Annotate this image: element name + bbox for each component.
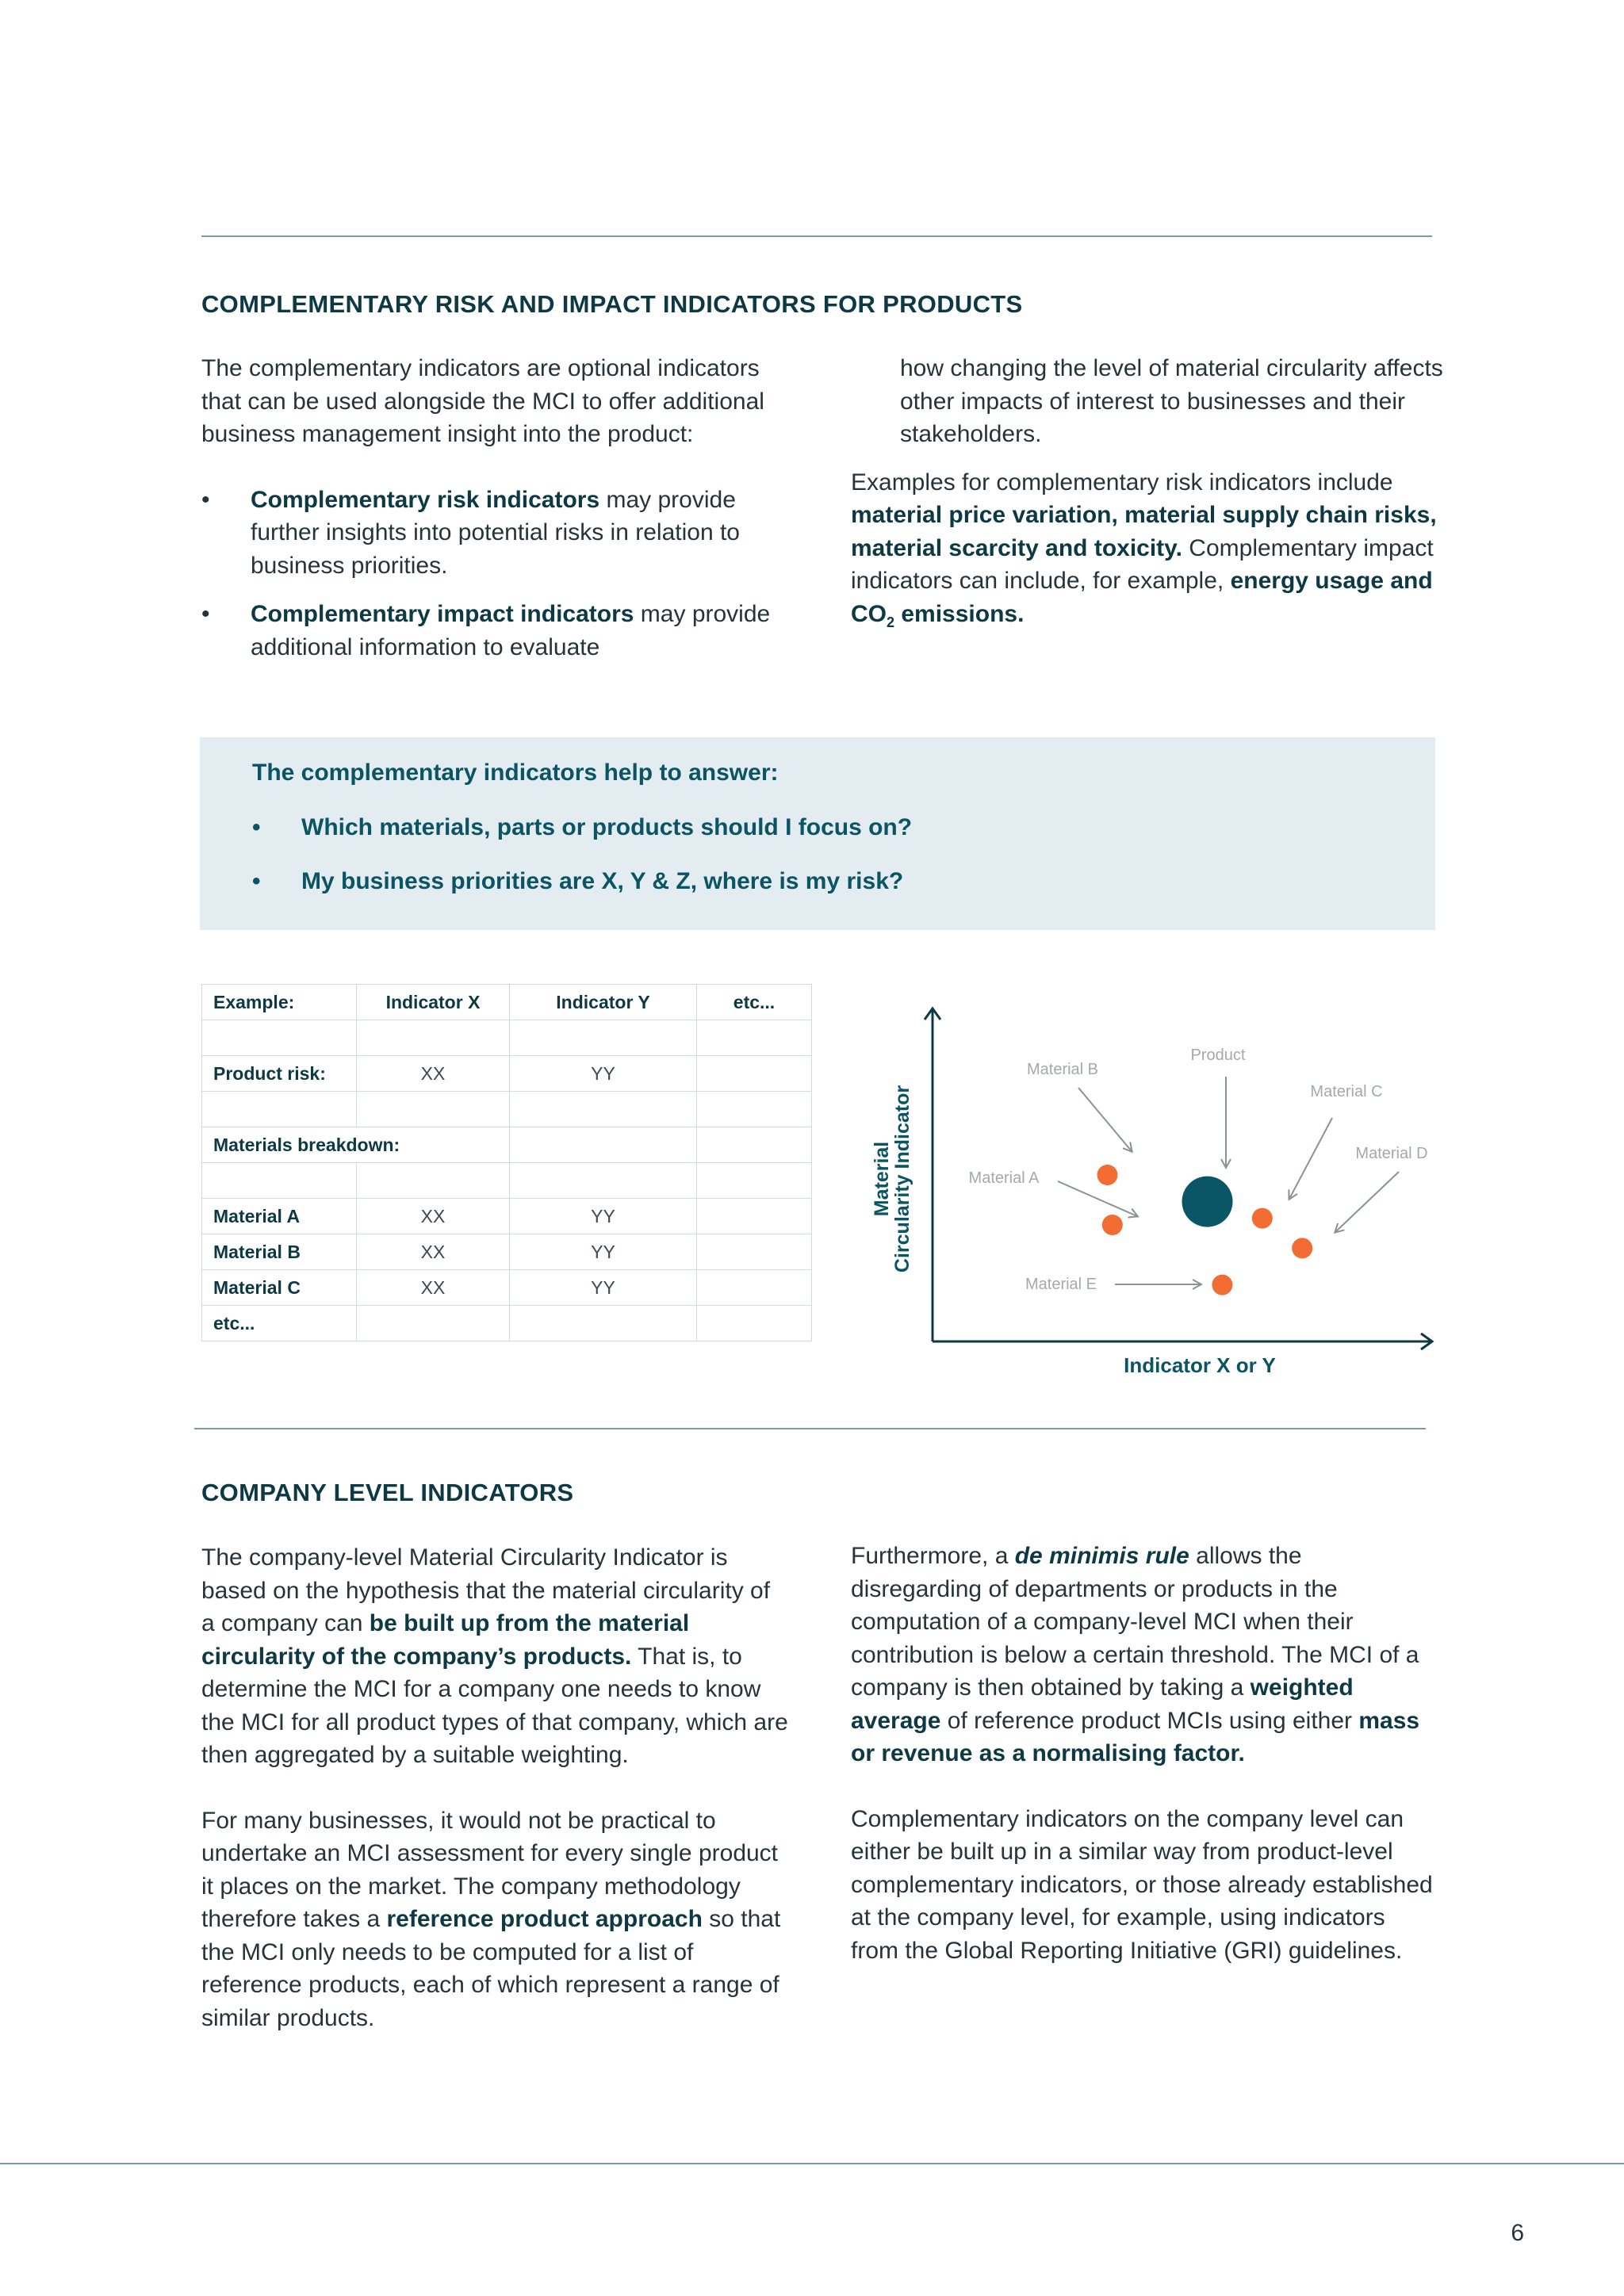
label-material-e: Material E: [1025, 1276, 1097, 1293]
label-material-c: Material C: [1310, 1083, 1383, 1100]
section2-right-column: [851, 1540, 1438, 1967]
label-material-b: Material B: [1026, 1061, 1099, 1078]
table-header-cell: Indicator Y: [510, 985, 697, 1020]
section1-left-column: [201, 352, 788, 664]
table-row: [202, 1306, 812, 1341]
table-header-cell: Example:: [202, 985, 357, 1020]
section1-right-column: [851, 352, 1443, 639]
company-p3-text-a: Furthermore, a: [851, 1543, 1015, 1569]
table-row-label: Material A: [202, 1199, 357, 1234]
table-row: [202, 1020, 812, 1056]
circularity-scatter-chart: [856, 991, 1443, 1387]
point-material-b: [1097, 1165, 1118, 1185]
table-row: [202, 1234, 812, 1270]
point-material-d: [1292, 1238, 1312, 1258]
company-paragraph-3: [851, 1540, 1438, 1770]
company-paragraph-1: [201, 1541, 788, 1772]
callout-box: [200, 737, 1435, 930]
arrow-material-c: [1289, 1118, 1332, 1199]
bullet-impact-bold: Complementary impact indicators: [251, 601, 634, 627]
x-axis-label: Indicator X or Y: [1124, 1353, 1276, 1377]
examples-text-2: Complementary impact indicators can include, for example,: [851, 534, 1434, 594]
callout-question-1: [252, 814, 913, 841]
table-row-label: Material C: [202, 1270, 357, 1306]
arrow-material-b: [1078, 1088, 1132, 1151]
section-heading-complementary: COMPLEMENTARY RISK AND IMPACT INDICATORS FOR PRODUCTS: [201, 290, 1023, 318]
arrow-material-a: [1058, 1181, 1137, 1216]
arrow-material-d: [1335, 1172, 1399, 1232]
section-heading-company: COMPANY LEVEL INDICATORS: [201, 1479, 574, 1506]
energy-co-label: energy usage and CO: [851, 568, 1433, 627]
example-indicator-table: [201, 984, 812, 1341]
table-cell: YY: [510, 1234, 697, 1270]
emissions-label: emissions.: [894, 600, 1025, 627]
bullet-impact-indicators: [201, 598, 788, 664]
table-cell: XX: [357, 1056, 510, 1092]
company-p3-text-c: of reference product MCIs using either: [940, 1707, 1359, 1734]
examples-bold-1: material price variation, material supply chain risks, material scarcity and toxicity.: [851, 502, 1437, 561]
table-cell: XX: [357, 1234, 510, 1270]
callout-question-1-text: Which materials, parts or products should I focus on?: [301, 814, 913, 840]
table-cell: YY: [510, 1056, 697, 1092]
top-divider: [201, 235, 1432, 237]
table-cell: XX: [357, 1270, 510, 1306]
company-p3-bold-3: mass or revenue as a normalising factor.: [851, 1707, 1420, 1766]
page-number: 6: [1511, 2220, 1524, 2246]
label-product: Product: [1190, 1047, 1246, 1064]
y-axis-label-line1: Material: [871, 1141, 893, 1217]
bullet-risk-indicators: [201, 484, 788, 583]
bullet-impact-text: may provide additional information to evaluate: [251, 601, 771, 660]
callout-title: The complementary indicators help to answer:: [252, 760, 779, 786]
callout-question-2-text: My business priorities are X, Y & Z, where is my risk?: [301, 868, 904, 894]
impact-continued: how changing the level of material circularity affects other impacts of interest to businesses and their stakeholders.: [900, 355, 1443, 447]
callout-bullet: •: [252, 868, 261, 894]
table-header-cell: Indicator X: [357, 985, 510, 1020]
table-row-label: Materials breakdown:: [202, 1127, 510, 1163]
table-header-cell: etc...: [697, 985, 812, 1020]
bullet-risk-text: may provide further insights into potential risks in relation to business priorities.: [251, 486, 740, 579]
section-divider: [194, 1428, 1426, 1429]
company-p1-text-a: The company-level Material Circularity Indicator is based on the hypothesis that the material circularity of a company can: [201, 1544, 771, 1636]
footer-divider: [0, 2163, 1624, 2164]
examples-paragraph: [851, 466, 1438, 640]
table-cell: YY: [510, 1270, 697, 1306]
company-p2-text-a: For many businesses, it would not be practical to undertake an MCI assessment for every single product it places on the market. The company methodology therefore takes a: [201, 1807, 779, 1932]
company-paragraph-2: [201, 1804, 788, 2035]
bullet-risk-bold: Complementary risk indicators: [251, 486, 600, 513]
table-row: [202, 1127, 812, 1163]
indicator-bullet-list: [201, 484, 788, 664]
company-p3-bold-italic: de minimis rule: [1014, 1543, 1189, 1569]
callout-question-2: [252, 868, 904, 895]
section2-left-column: [201, 1541, 788, 2034]
scatter-points: [1097, 1165, 1313, 1295]
examples-text-1: Examples for complementary risk indicators include: [851, 469, 1393, 496]
company-p1-text-b: That is, to determine the MCI for a company one needs to know the MCI for all product types of that company, which are then aggregated by a suitable weighting.: [201, 1643, 788, 1768]
company-p1-bold: be built up from the material circularity of the company’s products.: [201, 1610, 690, 1670]
table-row: [202, 1163, 812, 1199]
company-p3-bold-2: weighted average: [851, 1674, 1354, 1734]
company-p3-text-b: allows the disregarding of departments or products in the computation of a company-level MCI when their contribution is below a certain threshold. The MCI of a company is then obtained by taking a: [851, 1543, 1419, 1701]
table-row: [202, 1270, 812, 1306]
y-axis-label-line2: Circularity Indicator: [891, 1085, 914, 1273]
company-p2-text-b: so that the MCI only needs to be computed for a list of reference products, each of which represent a range of similar products.: [201, 1906, 781, 2031]
table-row: [202, 1092, 812, 1127]
table-cell: YY: [510, 1199, 697, 1234]
table-row-label: Product risk:: [202, 1056, 357, 1092]
label-material-d: Material D: [1355, 1145, 1428, 1162]
company-p2-bold: reference product approach: [386, 1906, 703, 1932]
table-row: [202, 1056, 812, 1092]
table-row: [202, 1199, 812, 1234]
callout-bullet: •: [252, 814, 261, 840]
company-paragraph-4: Complementary indicators on the company level can either be built up in a similar way from product-level complementary indicators, or those already established at the company level, for example, using indicators from the Global Reporting Initiative (GRI) guidelines.: [851, 1805, 1433, 1964]
intro-paragraph: The complementary indicators are optional indicators that can be used alongside the MCI to offer additional business management insight into the product:: [201, 355, 764, 447]
point-material-c: [1252, 1208, 1273, 1229]
table-row-label: etc...: [202, 1306, 357, 1341]
point-material-e: [1212, 1275, 1232, 1295]
table-cell: XX: [357, 1199, 510, 1234]
point-product: [1182, 1177, 1233, 1227]
table-header-row: [202, 985, 812, 1020]
label-material-a: Material A: [968, 1169, 1040, 1187]
table-row-label: Material B: [202, 1234, 357, 1270]
co2-subscript: 2: [887, 614, 895, 630]
point-material-a: [1102, 1215, 1123, 1235]
